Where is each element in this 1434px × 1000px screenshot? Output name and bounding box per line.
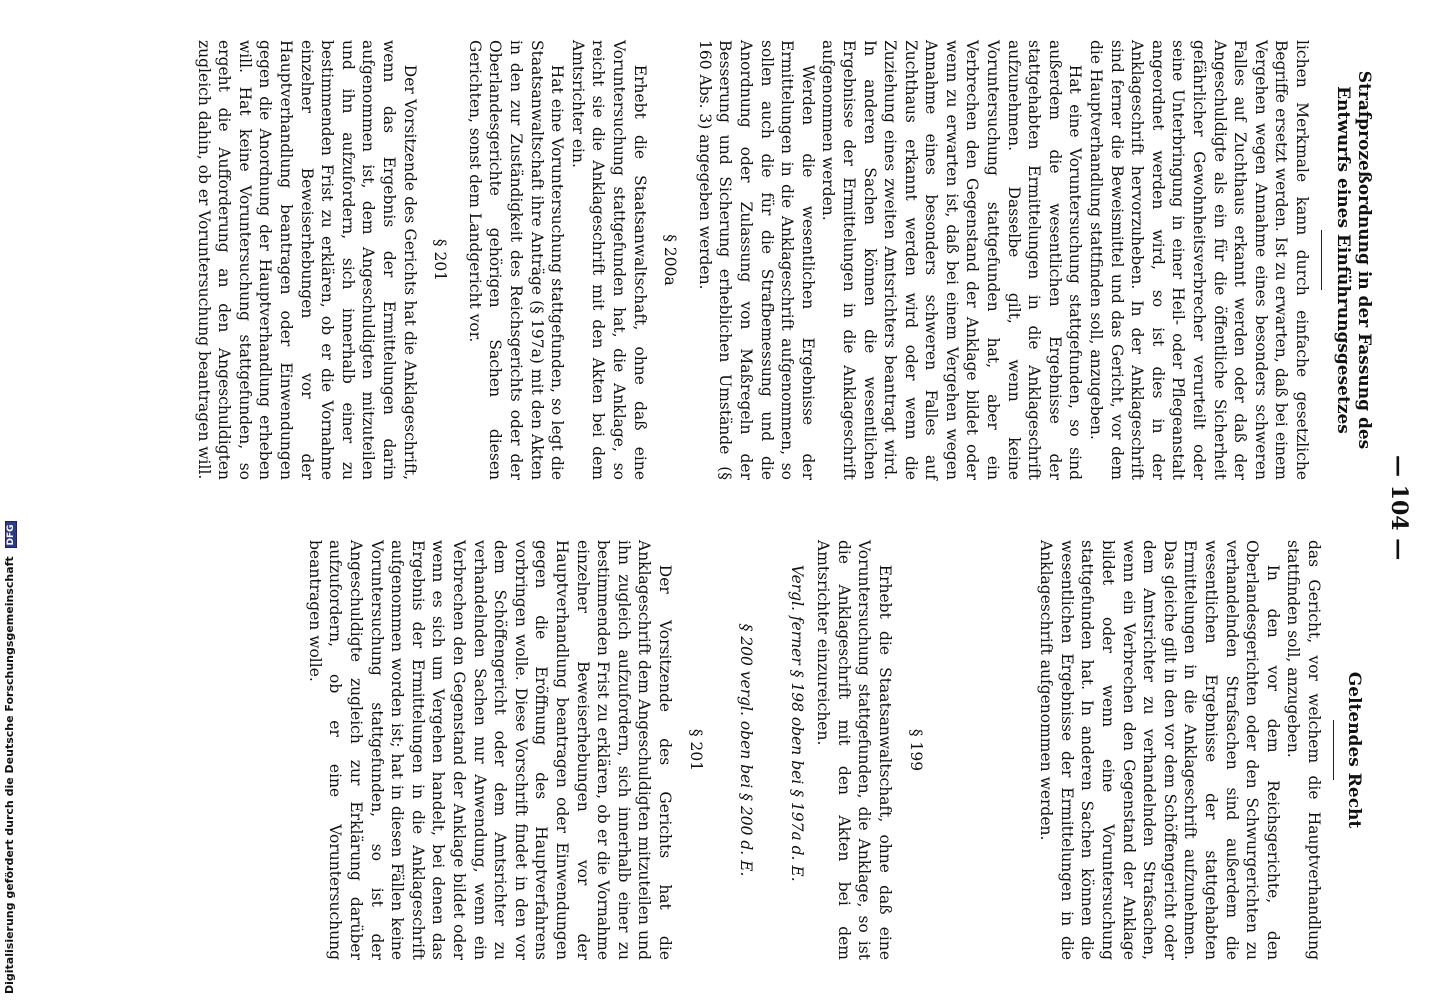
section-200a: § 200a — [661, 234, 680, 286]
left-heading-rule — [1321, 230, 1322, 290]
section-201-left: § 201 — [431, 238, 450, 282]
right-column — [304, 540, 1324, 960]
right-heading-rule — [1333, 720, 1334, 780]
page-number: — 104 — — [1386, 455, 1412, 561]
left-paragraph: Hat eine Voruntersuchung stattgefunden, so legt die Staatsanwaltschaft ihre Anträge (§ 197a) mit den Akten in den zur Zuständigkeit des Reichsgerichts oder der Oberlandesgerichte gehörigen Sachen diesen Gerichten, sonst dem Landgericht vor. — [465, 40, 567, 480]
footer-text: Digitalisierung gefördert durch die Deutsche Forschungsgemeinschaft — [3, 556, 16, 994]
left-paragraph: Hat eine Voruntersuchung stattgefunden, so sind außerdem die wesentlichen Ergebnisse der stattgehabten Ermittelungen in die Anklageschrift aufzunehmen. Dasselbe gilt, wenn keine Voruntersuchung stattgefunden hat, aber ein Verbrechen den Gegenstand der Anklage bildet oder wenn zu erwarten ist, daß bei einem Vergehen wegen Annahme eines besonders schweren Falles auf Zuchthaus erkannt werden wird oder wenn die Zuziehung eines zweiten Amtsrichters beantragt wird. In anderen Sachen können die wesentlichen Ergebnisse der Ermittelungen in die Anklageschrift aufgenommen werden. — [819, 40, 1085, 480]
left-paragraph: Der Vorsitzende des Gerichts hat die Anklageschrift, wenn das Ergebnis der Ermittelungen darin aufgenommen ist, dem Angeschuldigten mitzuteilen und ihn aufzufordern, sich innerhalb einer zu bestimmenden Frist zu erklären, ob er die Vornahme einzelner Beweiserhebungen vor der Hauptverhandlung beantragen oder Einwendungen gegen die Anordnung der Hauptverhandlung erheben will. Hat keine Voruntersuchung stattgefunden, so ergeht die Aufforderung an den Angeschuldigten zugleich dahin, ob er Voruntersuchung beantragen will. — [194, 40, 419, 480]
right-paragraph: Erhebt die Staatsanwaltschaft, ohne daß eine Voruntersuchung stattgefunden, die Anklage, so ist die Anklageschrift mit den Akten bei dem Amtsrichter einzureichen. — [814, 540, 895, 960]
cross-reference-note: § 200 vergl. oben bei § 200 d. E. — [737, 623, 756, 877]
cross-reference-note: Vergl. ferner § 198 oben bei § 197a d. E. — [787, 564, 806, 882]
right-paragraph: Der Vorsitzende des Gerichts hat die Anklageschrift dem Angeschuldigten mitzuteilen und ihn zugleich aufzufordern, sich innerhalb einer zu bestimmenden Frist zu erklären, ob er die Vornahme einzelner Beweiserhebungen vor der Hauptverhandlung beantragen oder Einwendungen gegen die Eröffnung des Hauptverfahrens vorbringen wolle. Diese Vorschrift findet in den vor dem Schöffengericht oder dem Amtsrichter zu verhandelnden Sachen nur Anwendung, wenn ein Verbrechen den Gegenstand der Anklage bildet oder wenn es sich um Vergehen handelt, bei denen das Ergebnis der Ermittelungen in die Anklageschrift aufgenommen worden ist; hat in diesen Fällen keine Voruntersuchung stattgefunden, so ist der Angeschuldigte zugleich zur Erklärung darüber aufzufordern, ob er eine Voruntersuchung beantragen wolle. — [305, 540, 674, 960]
right-column-heading: Geltendes Recht — [1344, 671, 1364, 829]
dfg-logo: DFG — [5, 521, 17, 548]
left-paragraph: lichen Merkmale kann durch einfache gesetzliche Begriffe ersetzt werden. Ist zu erwarten, daß bei einem Vergehen wegen Annahme eines besonders schweren Falles auf Zuchthaus erkannt werden oder daß der Angeschuldigte als ein für die öffentliche Sicherheit gefährlicher Gewohnheitsverbrecher verurteilt oder seine Unterbringung in einer Heil- oder Pflegeanstalt angeordnet werden wird, so ist dies in der Anklageschrift hervorzuheben. In der Anklageschrift sind ferner die Beweismittel und das Gericht, vor dem die Hauptverhandlung stattfinden soll, anzugeben. — [1087, 40, 1311, 480]
section-199: § 199 — [906, 728, 925, 772]
left-paragraph: Erhebt die Staatsanwaltschaft, ohne daß eine Voruntersuchung stattgefunden hat, die Anklage, so reicht sie die Anklageschrift mit den Akten bei dem Amtsrichter ein. — [568, 40, 649, 480]
right-paragraph: das Gericht, vor welchem die Hauptverhandlung stattfinden soll, anzugeben. — [1284, 540, 1323, 960]
left-column-heading: Strafprozeßordnung in der Fassung des Entwurfs eines Einführungsgesetzes — [1333, 70, 1374, 450]
section-201-right: § 201 — [686, 728, 705, 772]
left-paragraph: Werden die wesentlichen Ergebnisse der Ermittelungen in die Anklageschrift aufgenommen, so sollen auch die für die Strafbemessung und die Anordnung oder Zulassung von Maßregeln der Besserung und Sicherung erheblichen Umstände (§ 160 Abs. 3) angegeben werden. — [695, 40, 817, 480]
left-column — [193, 40, 1312, 480]
digitization-footer — [3, 521, 17, 994]
right-paragraph: In den vor dem Reichsgerichte, den Oberlandesgerichten oder den Schwurgerichten zu verhandelnden Strafsachen sind außerdem die wesentlichen Ergebnisse der stattgehabten Ermittelungen in die Anklageschrift aufzunehmen. Das gleiche gilt in den vor dem Schöffengericht oder dem Amtsrichter zu verhandelnden Strafsachen, wenn ein Verbrechen den Gegenstand der Anklage bildet oder wenn eine Voruntersuchung stattgefunden hat. In anderen Sachen können die wesentlichen Ergebnisse der Ermittelungen in die Anklageschrift aufgenommen werden. — [1037, 540, 1282, 960]
